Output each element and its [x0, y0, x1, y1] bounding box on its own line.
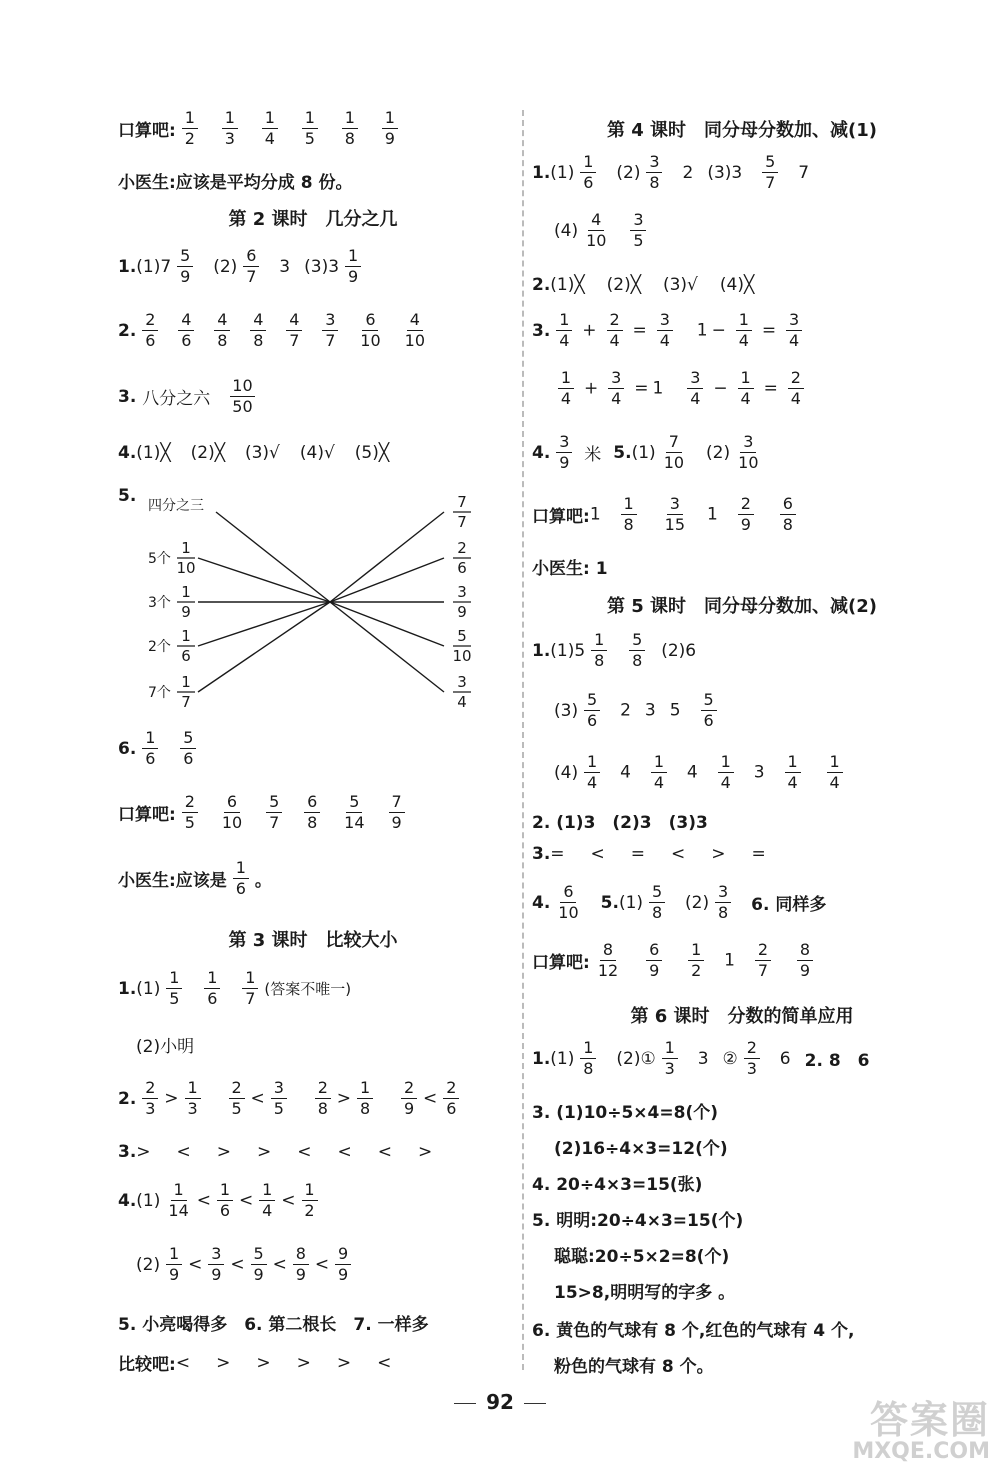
- answer-text: <: [423, 1088, 438, 1109]
- l4-question-2: 2. (1)╳ (2)╳ (3)√ (4)╳: [532, 275, 755, 295]
- answer-text: <: [272, 1254, 287, 1275]
- matching-lines: [198, 512, 444, 692]
- fraction: $\frac{1}{6}$: [142, 730, 158, 767]
- l6-question-1: 1. (1) $\frac{1}{8}$ (2)① $\frac{1}{3}$ 3 ② $\frac{2}{3}$ 6 2. 8 6: [532, 1038, 870, 1078]
- l3-question-2: 2. $\frac{2}{3}$ > $\frac{1}{3}$ $\frac{2}{5}$ < $\frac{3}{5}$ $\frac{2}{8}$ > $\frac{1}{8}$ $\frac{2}{9}$ < $\frac{2}{6}$: [118, 1080, 465, 1117]
- fraction: $\frac{1}{2}$: [302, 1182, 318, 1219]
- l5-question-3: 3. = < = < > =: [532, 844, 766, 864]
- fraction: $\frac{3}{4}$: [657, 312, 673, 349]
- answer-text: <: [239, 1190, 254, 1211]
- fraction: $\frac{4}{8}$: [250, 312, 266, 349]
- answer-text: (4)╳: [719, 275, 755, 295]
- answer-text: <: [377, 1352, 392, 1373]
- matching-right-fraction-denominator: 4: [457, 693, 467, 711]
- answer-text: >: [257, 1142, 272, 1162]
- answer-text: <: [188, 1254, 203, 1275]
- l2-question-6: 6. $\frac{1}{6}$ $\frac{5}{6}$: [118, 730, 202, 767]
- answer-text: <: [590, 844, 605, 864]
- answer-text: 5: [669, 700, 681, 721]
- answer-text: 2: [620, 700, 631, 721]
- matching-line-left: [198, 602, 330, 646]
- fraction: $\frac{4}{10}$: [586, 210, 607, 250]
- answer-text: 1: [724, 950, 735, 971]
- koushuan-row-2: 口算吧: $\frac{2}{5}$ $\frac{6}{10}$ $\frac{5}{7}$ $\frac{6}{8}$ $\frac{5}{14}$ $\frac{7}{9}$: [118, 794, 411, 831]
- lesson-4-title: 第 4 课时 同分母分数加、减(1): [606, 120, 878, 141]
- answer-text: >: [418, 1142, 433, 1162]
- matching-right-fraction-numerator: 2: [457, 539, 467, 557]
- answer-text: =: [632, 320, 647, 341]
- watermark-logo: 答案圈 MXQE.COM: [852, 1398, 990, 1464]
- l5-questions-4-6: 4. $\frac{6}{10}$ 5. (1) $\frac{5}{8}$ (2) $\frac{3}{8}$ 6. 同样多: [532, 882, 827, 922]
- fraction: $\frac{1}{4}$: [651, 754, 667, 791]
- column-divider: [522, 110, 524, 1370]
- answer-text: 3: [753, 762, 765, 783]
- l4-question-3a: 3. $\frac{1}{4}$ + $\frac{2}{4}$ = $\frac{3}{4}$ 1 − $\frac{1}{4}$ = $\frac{3}{4}$: [532, 312, 812, 349]
- answer-text: 3: [644, 700, 656, 721]
- l2-question-3: 3. 八分之六 $\frac{10}{50}$: [118, 376, 253, 416]
- l4-questions-4-5: 4. $\frac{3}{9}$ 米 5. (1) $\frac{7}{10}$ (2) $\frac{3}{10}$: [532, 432, 759, 472]
- fraction: $\frac{2}{4}$: [607, 312, 623, 349]
- fraction: $\frac{2}{3}$: [744, 1040, 760, 1077]
- fraction: $\frac{3}{4}$: [786, 312, 802, 349]
- fraction: $\frac{5}{7}$: [266, 794, 282, 831]
- fraction: $\frac{1}{8}$: [591, 632, 607, 669]
- fraction: $\frac{1}{5}$: [302, 110, 318, 147]
- fraction: $\frac{2}{5}$: [229, 1080, 245, 1117]
- fraction: $\frac{2}{6}$: [443, 1080, 459, 1117]
- matching-line-right: [330, 602, 444, 646]
- fraction: $\frac{1}{4}$: [259, 1182, 275, 1219]
- l5-question-1a: 1. (1)5 $\frac{1}{8}$ $\frac{5}{8}$ (2)6: [532, 630, 697, 670]
- fraction: $\frac{3}{7}$: [322, 312, 338, 349]
- fraction: $\frac{1}{8}$: [357, 1080, 373, 1117]
- l2-question-1: 1. (1)7 $\frac{5}{9}$ (2) $\frac{6}{7}$ 3 (3)3 $\frac{1}{9}$: [118, 248, 367, 285]
- fraction: $\frac{2}{5}$: [182, 794, 198, 831]
- matching-diagram: [118, 482, 488, 712]
- fraction: $\frac{2}{8}$: [315, 1080, 331, 1117]
- answer-text: +: [582, 320, 597, 341]
- answer-text: 1: [707, 504, 718, 525]
- l3-question-3: 3. > < > > < < < >: [118, 1142, 433, 1162]
- matching-left-labels: [148, 498, 204, 711]
- fraction: $\frac{6}{10}$: [558, 882, 579, 922]
- fraction: $\frac{5}{6}$: [180, 730, 196, 767]
- fraction: $\frac{3}{8}$: [715, 884, 731, 921]
- l4-question-3b: [552, 370, 814, 407]
- xiaoyisheng-4: 小医生: 1: [532, 559, 608, 579]
- matching-line-right: [330, 558, 444, 602]
- l6-question-6a: 6. 黄色的气球有 8 个,红色的气球有 4 个,: [532, 1321, 855, 1341]
- matching-left-prefix: 5个: [148, 551, 171, 567]
- fraction: $\frac{1}{6}$: [580, 154, 596, 191]
- fraction: $\frac{1}{9}$: [166, 1246, 182, 1283]
- fraction: $\frac{3}{5}$: [630, 212, 646, 249]
- lesson-2-title: 第 2 课时 几分之几: [228, 209, 398, 230]
- fraction: $\frac{2}{9}$: [738, 496, 754, 533]
- answer-text: >: [296, 1352, 311, 1373]
- matching-left-fraction-denominator: 10: [176, 559, 196, 577]
- l6-question-3b: (2)16÷4×3=12(个): [554, 1139, 728, 1159]
- l2-question-4: 4. (1)╳ (2)╳ (3)√ (4)√ (5)╳: [118, 443, 390, 463]
- matching-right-fraction-denominator: 9: [457, 603, 467, 621]
- answer-text: (3)√: [244, 443, 280, 463]
- answer-text: =: [550, 844, 565, 864]
- matching-left-fraction-numerator: 1: [181, 627, 191, 645]
- l2-question-5-number: 5.: [118, 486, 137, 506]
- answer-text: >: [256, 1352, 271, 1373]
- matching-left-fraction-numerator: 1: [181, 673, 191, 691]
- answer-text: >: [164, 1088, 179, 1109]
- xiaoyisheng-2: 小医生:应该是 $\frac{1}{6}$ 。: [118, 858, 272, 898]
- fraction: $\frac{1}{4}$: [785, 754, 801, 791]
- answer-text: >: [336, 1088, 352, 1109]
- fraction: $\frac{1}{3}$: [222, 110, 238, 147]
- answer-text: >: [216, 1142, 232, 1162]
- fraction: $\frac{1}{4}$: [556, 312, 572, 349]
- l6-question-4: 4. 20÷4×3=15(张): [532, 1175, 703, 1195]
- matching-left-prefix: 2个: [148, 639, 171, 655]
- l6-question-5c: 15>8,明明写的字多 。: [554, 1283, 736, 1303]
- l3-question-4b: (2) $\frac{1}{9}$ < $\frac{3}{9}$ < $\frac{5}{9}$ < $\frac{8}{9}$ < $\frac{9}{9}$: [136, 1246, 357, 1283]
- answer-text: =: [634, 378, 649, 399]
- fraction: $\frac{6}{8}$: [780, 496, 796, 533]
- l6-question-6b: 粉色的气球有 8 个。: [554, 1357, 714, 1377]
- fraction: $\frac{8}{9}$: [797, 942, 813, 979]
- fraction: $\frac{5}{8}$: [649, 884, 665, 921]
- fraction: $\frac{3}{4}$: [608, 370, 624, 407]
- answer-text: <: [250, 1088, 265, 1109]
- l5-question-1b: (3) $\frac{5}{6}$ 2 3 5 $\frac{5}{6}$: [554, 692, 723, 729]
- xiaoyisheng-1: 小医生:应该是平均分成 8 份。: [118, 173, 353, 193]
- fraction: $\frac{8}{12}$: [597, 940, 619, 980]
- matching-line-right: [330, 602, 444, 692]
- fraction: $\frac{1}{2}$: [182, 110, 198, 147]
- l6-question-5b: 聪聪:20÷5×2=8(个): [554, 1247, 730, 1267]
- lesson-3-title: 第 3 课时 比较大小: [228, 930, 398, 951]
- matching-right-fraction-numerator: 5: [457, 627, 467, 645]
- l3-question-1b: (2)小明: [136, 1037, 195, 1057]
- l5-question-1c: (4) $\frac{1}{4}$ 4 $\frac{1}{4}$ 4 $\frac{1}{4}$ 3 $\frac{1}{4}$ $\frac{1}{4}$: [554, 754, 849, 791]
- fraction: $\frac{1}{6}$: [204, 970, 220, 1007]
- answer-text: >: [136, 1142, 151, 1162]
- fraction: $\frac{6}{8}$: [304, 794, 320, 831]
- fraction: $\frac{2}{9}$: [401, 1080, 417, 1117]
- fraction: $\frac{8}{9}$: [293, 1246, 309, 1283]
- answer-text: =: [751, 844, 766, 864]
- answer-text: <: [230, 1254, 245, 1275]
- fraction: $\frac{1}{5}$: [166, 970, 182, 1007]
- fraction: $\frac{5}{6}$: [701, 692, 717, 729]
- fraction: $\frac{4}{7}$: [286, 312, 302, 349]
- fraction: $\frac{1}{9}$: [345, 248, 361, 285]
- fraction: $\frac{2}{3}$: [142, 1080, 158, 1117]
- fraction: $\frac{5}{9}$: [251, 1246, 267, 1283]
- fraction: $\frac{1}{8}$: [580, 1040, 596, 1077]
- answer-text: =: [761, 320, 777, 341]
- fraction: $\frac{7}{9}$: [389, 794, 405, 831]
- matching-right-fraction-denominator: 7: [457, 513, 467, 531]
- answer-text: >: [711, 844, 726, 864]
- l3-questions-5-7: 5. 小亮喝得多 6. 第二根长 7. 一样多: [118, 1315, 429, 1335]
- matching-left-fraction-numerator: 1: [181, 583, 191, 601]
- matching-right-fraction-numerator: 3: [457, 673, 467, 691]
- answer-text: <: [196, 1190, 211, 1211]
- lesson-6-title: 第 6 课时 分数的简单应用: [630, 1006, 854, 1027]
- fraction: $\frac{4}{10}$: [404, 310, 426, 350]
- fraction: $\frac{1}{6}$: [233, 860, 249, 897]
- answer-text: <: [314, 1254, 330, 1275]
- fraction: $\frac{1}{9}$: [382, 110, 398, 147]
- fraction: $\frac{5}{14}$: [344, 792, 365, 832]
- fraction: $\frac{1}{7}$: [242, 970, 258, 1007]
- fraction: $\frac{1}{4}$: [262, 110, 278, 147]
- answer-text: <: [281, 1190, 296, 1211]
- answer-text: =: [763, 378, 778, 399]
- matching-right-fraction-denominator: 6: [457, 559, 467, 577]
- answer-text: (4)√: [299, 443, 335, 463]
- fraction: $\frac{3}{8}$: [646, 154, 662, 191]
- answer-text: 1: [589, 504, 601, 525]
- fraction: $\frac{3}{15}$: [664, 494, 685, 534]
- matching-left-fraction-denominator: 7: [181, 693, 191, 711]
- answer-text: (1)╳: [550, 275, 585, 295]
- answer-text: (1)╳: [136, 443, 171, 463]
- fraction: $\frac{1}{14}$: [168, 1180, 189, 1220]
- answer-text: <: [337, 1142, 352, 1162]
- l4-question-1a: 1. (1) $\frac{1}{6}$ (2) $\frac{3}{8}$ 2 (3)3 $\frac{5}{7}$ 7: [532, 152, 810, 192]
- fraction: $\frac{3}{4}$: [687, 370, 703, 407]
- matching-line-right: [330, 512, 444, 602]
- fraction: $\frac{1}{3}$: [185, 1080, 201, 1117]
- answer-text: −: [713, 378, 728, 399]
- fraction: $\frac{10}{50}$: [232, 376, 253, 416]
- matching-left-fraction-numerator: 1: [181, 539, 191, 557]
- fraction: $\frac{1}{6}$: [217, 1182, 233, 1219]
- matching-right-fraction-denominator: 10: [452, 647, 472, 665]
- fraction: $\frac{5}{9}$: [177, 248, 193, 285]
- fraction: $\frac{3}{10}$: [738, 432, 759, 472]
- fraction: $\frac{1}{2}$: [688, 942, 704, 979]
- fraction: $\frac{2}{6}$: [142, 312, 158, 349]
- fraction: $\frac{4}{8}$: [214, 312, 230, 349]
- fraction: $\frac{1}{3}$: [662, 1040, 678, 1077]
- fraction: $\frac{7}{10}$: [663, 432, 685, 472]
- koushuan-row-1: [118, 110, 404, 147]
- matching-left-fraction-denominator: 6: [181, 647, 191, 665]
- l6-question-5a: 5. 明明:20÷4×3=15(个): [532, 1211, 744, 1231]
- answer-text: +: [584, 378, 599, 399]
- bijiao-row: 比较吧: < > > > > <: [118, 1352, 392, 1375]
- fraction: $\frac{1}{4}$: [584, 754, 600, 791]
- answer-text: (2)╳: [190, 443, 225, 463]
- answer-text: 1: [696, 320, 708, 341]
- answer-text: (3)√: [662, 275, 698, 295]
- fraction: $\frac{5}{8}$: [629, 632, 645, 669]
- answer-text: =: [630, 844, 646, 864]
- matching-right-fraction-numerator: 3: [457, 583, 467, 601]
- fraction: $\frac{5}{6}$: [584, 692, 600, 729]
- fraction: $\frac{1}{4}$: [738, 370, 754, 407]
- l6-question-3a: 3. (1)10÷5×4=8(个): [532, 1103, 718, 1123]
- koushuan-label: 口算吧:: [118, 121, 176, 141]
- answer-text: <: [377, 1142, 393, 1162]
- matching-right-fraction-numerator: 7: [457, 493, 467, 511]
- l2-question-2: 2. $\frac{2}{6}$ $\frac{4}{6}$ $\frac{4}{8}$ $\frac{4}{8}$ $\frac{4}{7}$ $\frac{3}{7}$ $\frac{6}{10}$ $\frac{4}{10}$: [118, 310, 426, 350]
- matching-left-fraction-denominator: 9: [181, 603, 191, 621]
- fraction: $\frac{3}{9}$: [208, 1246, 224, 1283]
- answer-text: >: [336, 1352, 352, 1373]
- fraction: $\frac{5}{7}$: [762, 154, 778, 191]
- answer-text: (2)╳: [606, 275, 641, 295]
- koushuan-row-4: 口算吧: 1 $\frac{1}{8}$ $\frac{3}{15}$ 1 $\frac{2}{9}$ $\frac{6}{8}$: [532, 496, 802, 533]
- fraction: $\frac{6}{7}$: [243, 248, 259, 285]
- answer-text: <: [175, 1352, 191, 1373]
- fraction: $\frac{1}{8}$: [621, 496, 637, 533]
- matching-left-prefix: 3个: [148, 595, 171, 611]
- answer-text: 4: [620, 762, 631, 783]
- koushuan-row-5: 口算吧: $\frac{8}{12}$ $\frac{6}{9}$ $\frac{1}{2}$ 1 $\frac{2}{7}$ $\frac{8}{9}$: [532, 942, 819, 979]
- matching-line-left: [198, 602, 330, 692]
- l3-question-1: 1. (1) $\frac{1}{5}$ $\frac{1}{6}$ $\frac{1}{7}$ (答案不唯一): [118, 968, 352, 1008]
- fraction: $\frac{2}{4}$: [788, 370, 804, 407]
- l5-question-2: 2. (1)3 (2)3 (3)3: [532, 813, 708, 833]
- lesson-5-title: 第 5 课时 同分母分数加、减(2): [606, 596, 878, 617]
- fraction: $\frac{6}{9}$: [646, 942, 662, 979]
- koushuan-answers: [176, 110, 404, 147]
- answer-text: (5)╳: [354, 443, 390, 463]
- l4-question-1b: (4) $\frac{4}{10}$ $\frac{3}{5}$: [554, 212, 652, 249]
- answer-text: >: [216, 1352, 231, 1373]
- fraction: $\frac{3}{9}$: [556, 434, 572, 471]
- l3-question-4a: 4. (1) $\frac{1}{14}$ < $\frac{1}{6}$ < $\frac{1}{4}$ < $\frac{1}{2}$: [118, 1182, 324, 1219]
- matching-line-left: [216, 512, 330, 602]
- matching-line-left: [198, 558, 330, 602]
- fraction: $\frac{1}{4}$: [718, 754, 734, 791]
- answer-text: <: [671, 844, 686, 864]
- matching-left-prefix: 7个: [148, 685, 171, 701]
- fraction: $\frac{1}{8}$: [342, 110, 358, 147]
- matching-right-labels: [452, 493, 471, 711]
- answer-text: 4: [686, 762, 698, 783]
- matching-left-text: 四分之三: [148, 498, 204, 514]
- page-number: 92: [440, 1390, 560, 1414]
- fraction: $\frac{1}{4}$: [736, 312, 752, 349]
- fraction: $\frac{1}{4}$: [558, 370, 574, 407]
- fraction: $\frac{3}{5}$: [271, 1080, 287, 1117]
- fraction: $\frac{2}{7}$: [755, 942, 771, 979]
- answer-text: <: [297, 1142, 312, 1162]
- answer-text: 1: [652, 378, 664, 399]
- answer-text: <: [176, 1142, 191, 1162]
- fraction: $\frac{4}{6}$: [178, 312, 194, 349]
- answer-text: −: [711, 320, 726, 341]
- fraction: $\frac{6}{10}$: [360, 310, 381, 350]
- fraction: $\frac{9}{9}$: [335, 1246, 351, 1283]
- fraction: $\frac{6}{10}$: [221, 792, 243, 832]
- fraction: $\frac{1}{4}$: [827, 754, 843, 791]
